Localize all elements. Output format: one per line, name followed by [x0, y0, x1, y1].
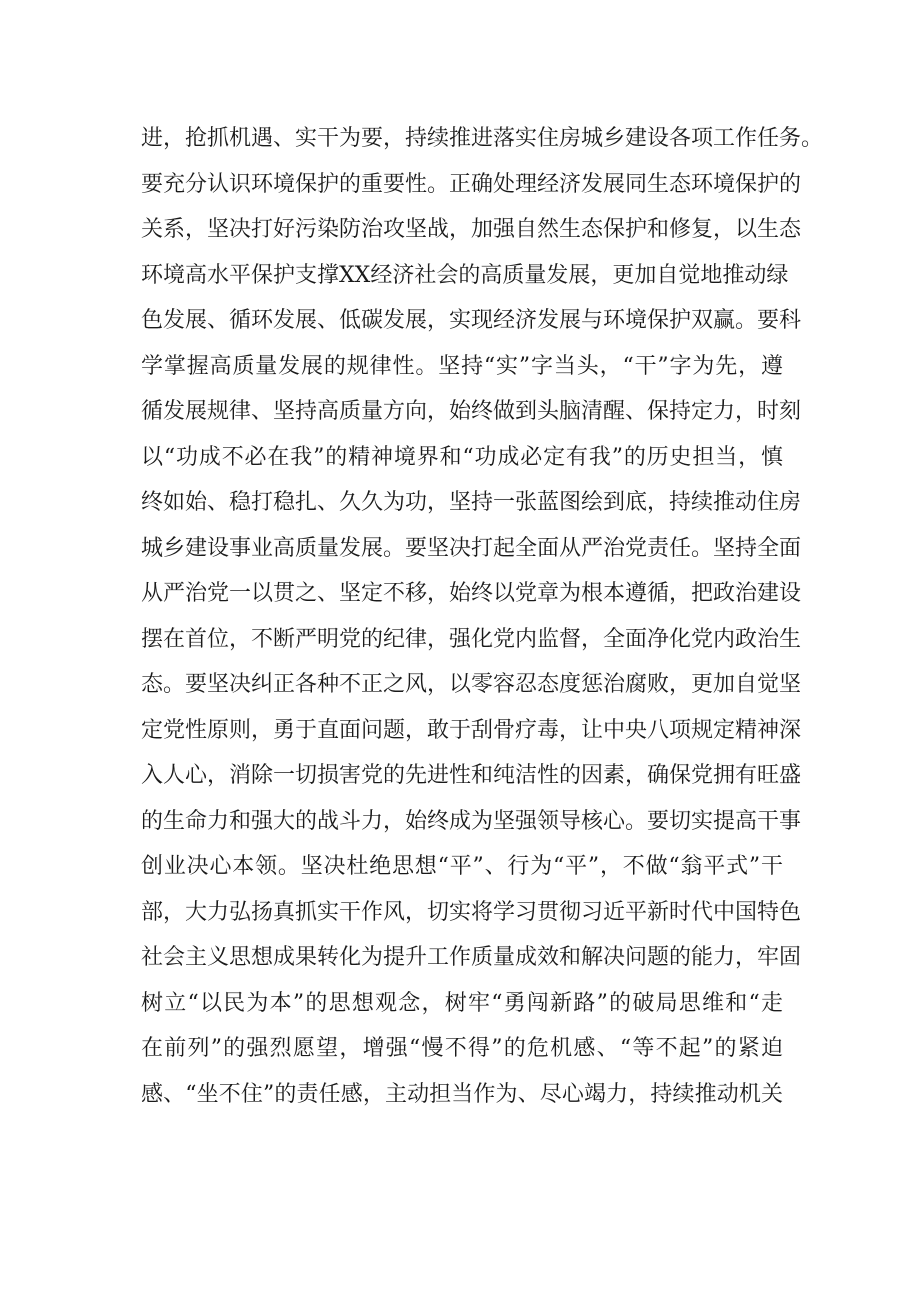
text-line: 在前列”的强烈愿望，增强“慢不得”的危机感、“等不起”的紧迫 [141, 1036, 783, 1061]
body-text [141, 116, 824, 1117]
text-line: 循发展规律、坚持高质量方向，始终做到头脑清醒、保持定力，时刻 [141, 399, 802, 424]
text-line: 终如始、稳打稳扎、久久为功，坚持一张蓝图绘到底，持续推动住房 [141, 490, 802, 515]
text-line: 要充分认识环境保护的重要性。正确处理经济发展同生态环境保护的 [141, 171, 802, 197]
text-line: 色发展、循环发展、低碳发展，实现经济发展与环境保护双赢。要科 [141, 308, 802, 333]
text-line: 入人心，消除一切损害党的先进性和纯洁性的因素，确保党拥有旺盛 [141, 763, 802, 788]
text-line: 摆在首位，不断严明党的纪律，强化党内监督，全面净化党内政治生 [141, 626, 802, 652]
text-line: 部，大力弘扬真抓实干作风，切实将学习贯彻习近平新时代中国特色 [141, 899, 802, 925]
text-line: 感、“坐不住”的责任感，主动担当作为、尽心竭力，持续推动机关 [141, 1081, 783, 1107]
text-line: 态。要坚决纠正各种不正之风，以零容忍态度惩治腐败，更加自觉坚 [141, 672, 802, 697]
text-line: 社会主义思想成果转化为提升工作质量成效和解决问题的能力，牢固 [141, 945, 802, 970]
text-line: 学掌握高质量发展的规律性。坚持“实”字当头，“干”字为先，遵 [141, 353, 783, 379]
text-line: 的生命力和强大的战斗力，始终成为坚强领导核心。要切实提高干事 [141, 808, 802, 834]
text-line: 从严治党一以贯之、坚定不移，始终以党章为根本遵循，把政治建设 [141, 581, 802, 606]
text-line: 树立“以民为本”的思想观念，树牢“勇闯新路”的破局思维和“走 [141, 990, 783, 1016]
text-line: 进，抢抓机遇、实干为要，持续推进落实住房城乡建设各项工作任务。 [141, 126, 824, 151]
text-line: 以“功成不必在我”的精神境界和“功成必定有我”的历史担当，慎 [141, 444, 783, 470]
text-line: 城乡建设事业高质量发展。要坚决打起全面从严治党责任。坚持全面 [141, 535, 802, 561]
text-line: 关系，坚决打好污染防治攻坚战，加强自然生态保护和修复，以生态 [141, 217, 802, 242]
text-line: 环境高水平保护支撑XX经济社会的高质量发展，更加自觉地推动绿 [141, 262, 789, 288]
text-line: 创业决心本领。坚决杜绝思想“平”、行为“平”，不做“翁平式”干 [141, 854, 783, 879]
text-line: 定党性原则，勇于直面问题，敢于刮骨疗毒，让中央八项规定精神深 [141, 717, 802, 743]
